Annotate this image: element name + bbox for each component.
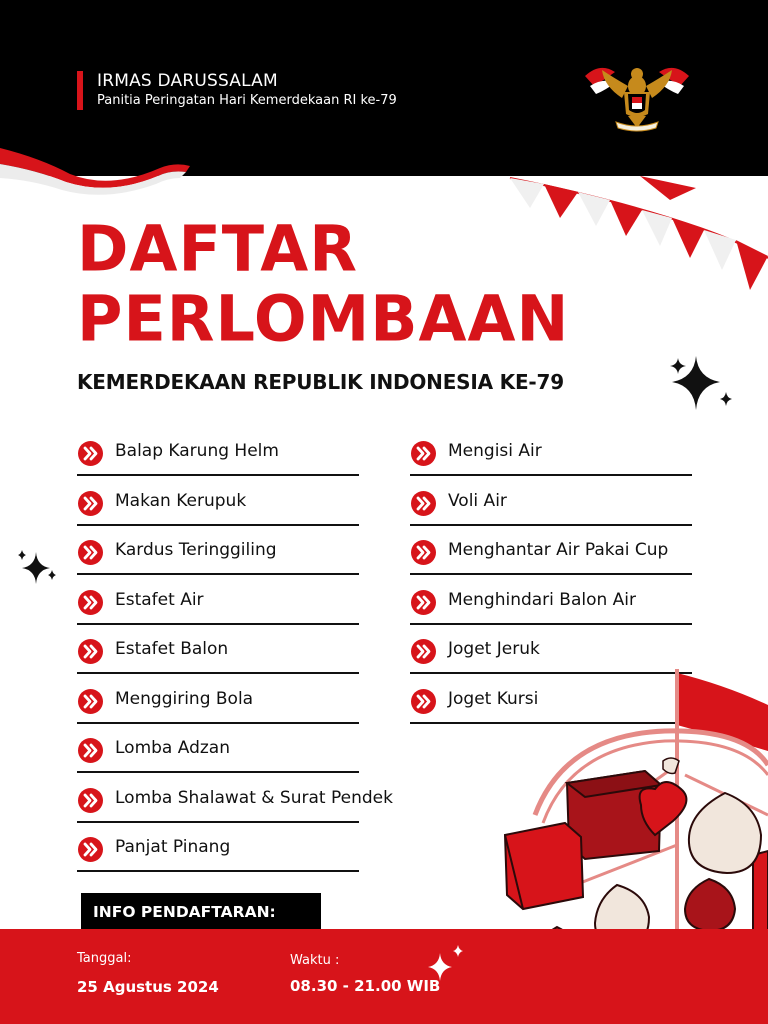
competition-item-label: Lomba Shalawat & Surat Pendek: [115, 787, 393, 808]
chevron-double-right-icon: [78, 738, 103, 763]
chevron-double-right-icon: [78, 590, 103, 615]
footer: [0, 929, 768, 1024]
competition-item-label: Balap Karung Helm: [115, 441, 279, 461]
chevron-double-right-icon: [78, 837, 103, 862]
competition-item-label: Lomba Adzan: [115, 738, 230, 758]
competition-list-left: [77, 428, 393, 874]
info-heading: INFO PENDAFTARAN:: [93, 903, 276, 921]
sparkle-icon: [660, 350, 740, 416]
chevron-double-right-icon: [78, 639, 103, 664]
chevron-double-right-icon: [411, 441, 436, 466]
competition-item: [77, 676, 359, 724]
time-label: Waktu :: [290, 953, 340, 968]
competition-item-label: Voli Air: [448, 490, 507, 511]
competition-item: [77, 626, 359, 674]
chevron-double-right-icon: [411, 639, 436, 664]
date-value: 25 Agustus 2024: [77, 978, 219, 996]
header-accent-bar: [77, 71, 83, 110]
competition-item: [410, 577, 692, 625]
garuda-emblem-icon: [582, 56, 692, 134]
competition-item-label: Kardus Teringgiling: [115, 540, 277, 560]
competition-item: [77, 824, 359, 872]
flag-wave-icon: [0, 140, 200, 196]
competition-item-label: Menghindari Balon Air: [448, 589, 637, 610]
competition-item-label: Estafet Air: [115, 589, 204, 610]
chevron-double-right-icon: [78, 441, 103, 466]
chevron-double-right-icon: [78, 540, 103, 565]
title-line-1: DAFTAR: [77, 211, 359, 286]
competition-item: [77, 725, 359, 773]
competition-item-label: Panjat Pinang: [115, 837, 231, 857]
title-line-2: PERLOMBAAN: [77, 281, 570, 356]
sparkle-icon: [424, 943, 466, 983]
competition-item: [410, 428, 692, 476]
chevron-double-right-icon: [411, 491, 436, 516]
org-subtitle: Panitia Peringatan Hari Kemerdekaan RI ke-79: [97, 93, 397, 108]
chevron-double-right-icon: [411, 540, 436, 565]
competition-item: [410, 478, 692, 526]
competition-item: [77, 527, 359, 575]
date-label: Tanggal:: [77, 951, 132, 966]
competition-item-label: Mengisi Air: [448, 441, 542, 461]
competition-item-label: Joget Kursi: [448, 688, 539, 709]
chevron-double-right-icon: [78, 689, 103, 714]
subtitle: KEMERDEKAAN REPUBLIK INDONESIA KE-79: [77, 370, 564, 394]
org-name: IRMAS DARUSSALAM: [97, 71, 278, 91]
competition-item: [77, 478, 359, 526]
chevron-double-right-icon: [78, 788, 103, 813]
chevron-double-right-icon: [411, 689, 436, 714]
competition-item: [410, 527, 692, 575]
competition-item-label: Makan Kerupuk: [115, 490, 247, 511]
chevron-double-right-icon: [78, 491, 103, 516]
competition-item: [77, 428, 359, 476]
competition-item: [77, 577, 359, 625]
competition-item-label: Menghantar Air Pakai Cup: [448, 540, 669, 560]
competition-item-label: Estafet Balon: [115, 639, 229, 659]
competition-item: [77, 775, 393, 823]
competition-item-label: Joget Jeruk: [448, 639, 540, 659]
chevron-double-right-icon: [411, 590, 436, 615]
time-value: 08.30 - 21.00 WIB: [290, 977, 441, 995]
sparkle-icon: [14, 548, 60, 586]
competition-item-label: Menggiring Bola: [115, 688, 254, 709]
